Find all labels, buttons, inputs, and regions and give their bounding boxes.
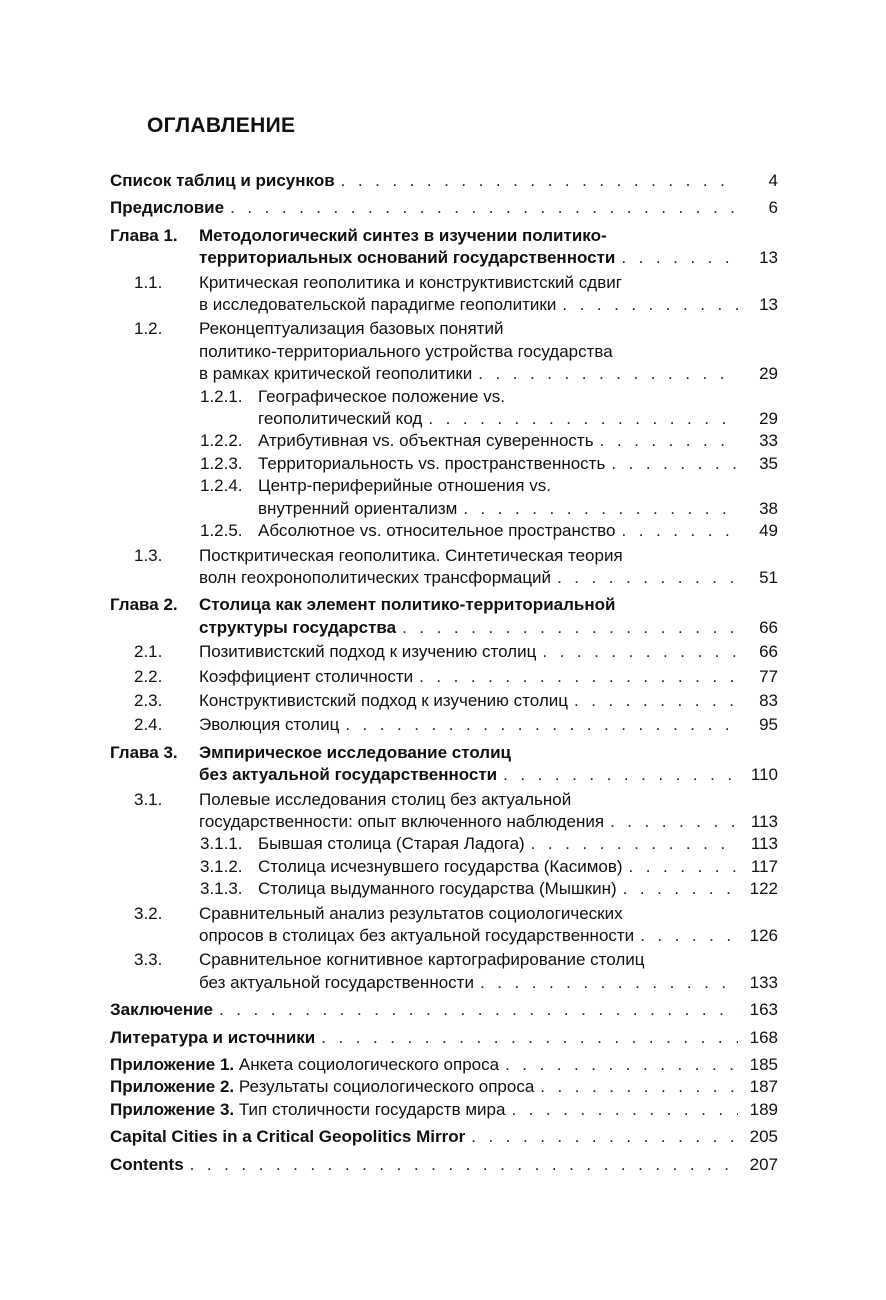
entry-title-line: внутренний ориентализм — [258, 498, 458, 518]
section-number: 3.1. — [134, 789, 163, 809]
toc-entry-appendix-3[interactable] — [110, 1099, 778, 1121]
section-number: 1.2.2. — [200, 431, 243, 451]
toc-heading: ОГЛАВЛЕНИЕ — [147, 114, 296, 137]
entry-title-line: Коэффициент столичности — [199, 666, 414, 686]
toc-entry-preface[interactable] — [110, 197, 778, 219]
toc-entry-chapter-2[interactable] — [110, 594, 778, 639]
dot-leader — [402, 617, 738, 639]
entry-title-line: Столица исчезнувшего государства (Касимов) — [258, 856, 623, 876]
entry-title-line: Полевые исследования столиц без актуальной — [199, 789, 572, 809]
toc-entry-section-2-1[interactable] — [110, 641, 778, 663]
toc-entry-section-1-3[interactable] — [110, 545, 778, 590]
dot-leader — [557, 567, 738, 589]
dot-leader — [230, 197, 738, 219]
section-number: 1.3. — [134, 545, 163, 565]
page-number: 185 — [749, 1055, 778, 1075]
chapter-label: Глава 1. — [110, 225, 178, 245]
page-number: 38 — [759, 498, 778, 518]
entry-title-line: Критическая геополитика и конструктивистский сдвиг — [199, 272, 622, 292]
entry-title-line: Реконцептуализация базовых понятий — [199, 319, 504, 339]
page-number: 6 — [768, 198, 778, 218]
entry-title: Результаты социологического опроса — [238, 1077, 535, 1097]
toc-entry-section-3-1-3[interactable] — [110, 878, 778, 900]
toc-entry-references[interactable] — [110, 1027, 778, 1049]
entry-title-line: Географическое положение vs. — [258, 386, 505, 406]
dot-leader — [621, 520, 738, 542]
entry-title: Список таблиц и рисунков — [110, 171, 335, 190]
page-number: 187 — [749, 1077, 778, 1097]
page-number: 110 — [750, 765, 778, 785]
entry-title-line: Абсолютное vs. относительное пространство — [258, 521, 616, 541]
dot-leader — [321, 1027, 738, 1049]
page-number: 4 — [768, 171, 778, 190]
section-number: 3.1.2. — [200, 856, 243, 876]
page-number: 133 — [749, 972, 778, 992]
section-number: 3.2. — [134, 903, 163, 923]
dot-leader — [345, 714, 738, 736]
entry-title-line: Столица выдуманного государства (Мышкин) — [258, 879, 617, 899]
page-number: 122 — [749, 879, 778, 899]
toc-entry-section-3-1-1[interactable] — [110, 833, 778, 855]
dot-leader — [540, 1076, 738, 1098]
chapter-label: Глава 2. — [110, 595, 178, 615]
dot-leader — [505, 1054, 738, 1076]
section-number: 1.2. — [134, 319, 163, 339]
page-number: 66 — [759, 617, 778, 637]
page-number: 77 — [759, 666, 778, 686]
dot-leader — [621, 247, 738, 269]
toc-entry-section-3-1-2[interactable] — [110, 856, 778, 878]
dot-leader — [574, 690, 738, 712]
dot-leader — [511, 1099, 738, 1121]
toc-entry-appendix-2[interactable] — [110, 1076, 778, 1098]
toc-entry-section-1-2-5[interactable] — [110, 520, 778, 542]
appendix-label: Приложение 1. — [110, 1055, 235, 1075]
dot-leader — [219, 999, 738, 1021]
entry-title: Contents — [110, 1154, 184, 1174]
toc-entry-english-summary[interactable] — [110, 1126, 778, 1148]
entry-title-line: Сравнительное когнитивное картографирование столиц — [199, 950, 645, 970]
section-number: 2.2. — [134, 666, 163, 686]
section-number: 2.3. — [134, 690, 163, 710]
entry-title-line: структуры государства — [199, 617, 397, 637]
page-number: 33 — [759, 431, 778, 451]
page-number: 66 — [759, 642, 778, 662]
entry-title: Анкета социологического опроса — [238, 1055, 500, 1075]
page-number: 207 — [749, 1154, 778, 1174]
entry-title-line: Центр-периферийные отношения vs. — [258, 476, 551, 496]
section-number: 1.1. — [134, 272, 163, 292]
dot-leader — [480, 972, 738, 994]
entry-title: Заключение — [110, 1000, 213, 1020]
entry-title-line: опросов в столицах без актуальной государственности — [199, 926, 635, 945]
dot-leader — [503, 764, 738, 786]
section-number: 3.3. — [134, 950, 163, 970]
section-number: 3.1.1. — [200, 834, 243, 854]
toc-entry-english-contents[interactable] — [110, 1154, 778, 1176]
page-number: 13 — [759, 295, 778, 315]
section-number: 2.1. — [134, 642, 163, 662]
dot-leader — [640, 925, 738, 947]
page-number: 168 — [749, 1027, 778, 1047]
entry-title-line: Эволюция столиц — [199, 715, 340, 735]
toc-entry-section-3-1[interactable] — [110, 789, 778, 834]
page-number: 49 — [759, 521, 778, 541]
chapter-label: Глава 3. — [110, 742, 178, 762]
dot-leader — [428, 408, 738, 430]
dot-leader — [542, 641, 738, 663]
dot-leader — [610, 811, 738, 833]
entry-title-line: Атрибутивная vs. объектная суверенность — [258, 431, 594, 451]
toc-entry-list-of-tables[interactable] — [110, 170, 778, 192]
section-number: 2.4. — [134, 715, 163, 735]
entry-title-line: в исследовательской парадигме геополитики — [199, 295, 557, 315]
entry-title-line: без актуальной государственности — [199, 765, 498, 785]
section-number: 1.2.4. — [200, 476, 243, 496]
page-number: 189 — [749, 1099, 778, 1119]
entry-title-line: Позитивистский подход к изучению столиц — [199, 642, 537, 662]
entry-title: Capital Cities in a Critical Geopolitics Mirror — [110, 1127, 466, 1147]
page-number: 51 — [759, 567, 778, 587]
entry-title-line: в рамках критической геополитики — [199, 364, 473, 384]
dot-leader — [629, 856, 738, 878]
dot-leader — [531, 833, 738, 855]
appendix-label: Приложение 2. — [110, 1077, 235, 1097]
entry-title-line: Территориальность vs. пространственность — [258, 453, 606, 473]
page-number: 163 — [749, 1000, 778, 1020]
toc-entry-section-1-2-3[interactable] — [110, 453, 778, 475]
toc-entry-chapter-1[interactable] — [110, 225, 778, 270]
entry-title-line: Эмпирическое исследование столиц — [199, 742, 511, 762]
section-number: 1.2.1. — [200, 386, 243, 406]
page-number: 95 — [759, 715, 778, 735]
toc-entry-section-1-2-2[interactable] — [110, 430, 778, 452]
entry-title-line: политико-территориального устройства государства — [199, 341, 613, 361]
page-number: 29 — [759, 409, 778, 429]
dot-leader — [419, 666, 738, 688]
toc-entry-section-2-2[interactable] — [110, 666, 778, 688]
page-number: 29 — [759, 364, 778, 384]
entry-title-line: Методологический синтез в изучении политико- — [199, 225, 607, 245]
toc-entry-section-1-2[interactable] — [110, 318, 778, 385]
appendix-label: Приложение 3. — [110, 1099, 235, 1119]
dot-leader — [611, 453, 738, 475]
entry-title-line: Конструктивистский подход к изучению столиц — [199, 690, 568, 710]
section-number: 1.2.5. — [200, 521, 243, 541]
dot-leader — [463, 498, 738, 520]
section-number: 1.2.3. — [200, 453, 243, 473]
table-of-contents — [110, 170, 778, 1176]
section-number: 3.1.3. — [200, 879, 243, 899]
page-number: 205 — [749, 1127, 778, 1147]
dot-leader — [478, 363, 738, 385]
page-number: 13 — [759, 248, 778, 268]
dot-leader — [341, 170, 738, 192]
toc-entry-section-1-1[interactable] — [110, 272, 778, 317]
page-number: 113 — [750, 834, 778, 854]
entry-title-line: Посткритическая геополитика. Синтетическая теория — [199, 545, 623, 565]
toc-entry-section-2-3[interactable] — [110, 690, 778, 712]
entry-title-line: Столица как элемент политико-территориальной — [199, 595, 616, 615]
toc-entry-section-3-3[interactable] — [110, 949, 778, 994]
toc-entry-section-1-2-4[interactable] — [110, 475, 778, 520]
page-number: 35 — [759, 453, 778, 473]
page-number: 83 — [759, 690, 778, 710]
toc-entry-section-1-2-1[interactable] — [110, 386, 778, 431]
toc-entry-section-3-2[interactable] — [110, 903, 778, 948]
entry-title-line: волн геохронополитических трансформаций — [199, 567, 552, 587]
entry-title: Литература и источники — [110, 1027, 316, 1047]
entry-title-line: без актуальной государственности — [199, 972, 474, 992]
entry-title: Тип столичности государств мира — [238, 1099, 506, 1119]
page-number: 117 — [750, 856, 778, 876]
toc-entry-section-2-4[interactable] — [110, 714, 778, 736]
entry-title-line: геополитический код — [258, 409, 423, 429]
toc-entry-conclusion[interactable] — [110, 999, 778, 1021]
entry-title: Предисловие — [110, 198, 225, 218]
entry-title-line: Бывшая столица (Старая Ладога) — [258, 834, 525, 854]
toc-entry-appendix-1[interactable] — [110, 1054, 778, 1076]
entry-title-line: государственности: опыт включенного наблюдения — [199, 811, 605, 831]
toc-entry-chapter-3[interactable] — [110, 742, 778, 787]
entry-title-line: Сравнительный анализ результатов социологических — [199, 903, 623, 923]
dot-leader — [471, 1126, 738, 1148]
page-number: 126 — [749, 926, 778, 945]
dot-leader — [190, 1154, 738, 1176]
page-number: 113 — [750, 811, 778, 831]
dot-leader — [600, 430, 738, 452]
dot-leader — [562, 294, 738, 316]
dot-leader — [623, 878, 738, 900]
entry-title-line: территориальных оснований государственности — [199, 248, 616, 268]
